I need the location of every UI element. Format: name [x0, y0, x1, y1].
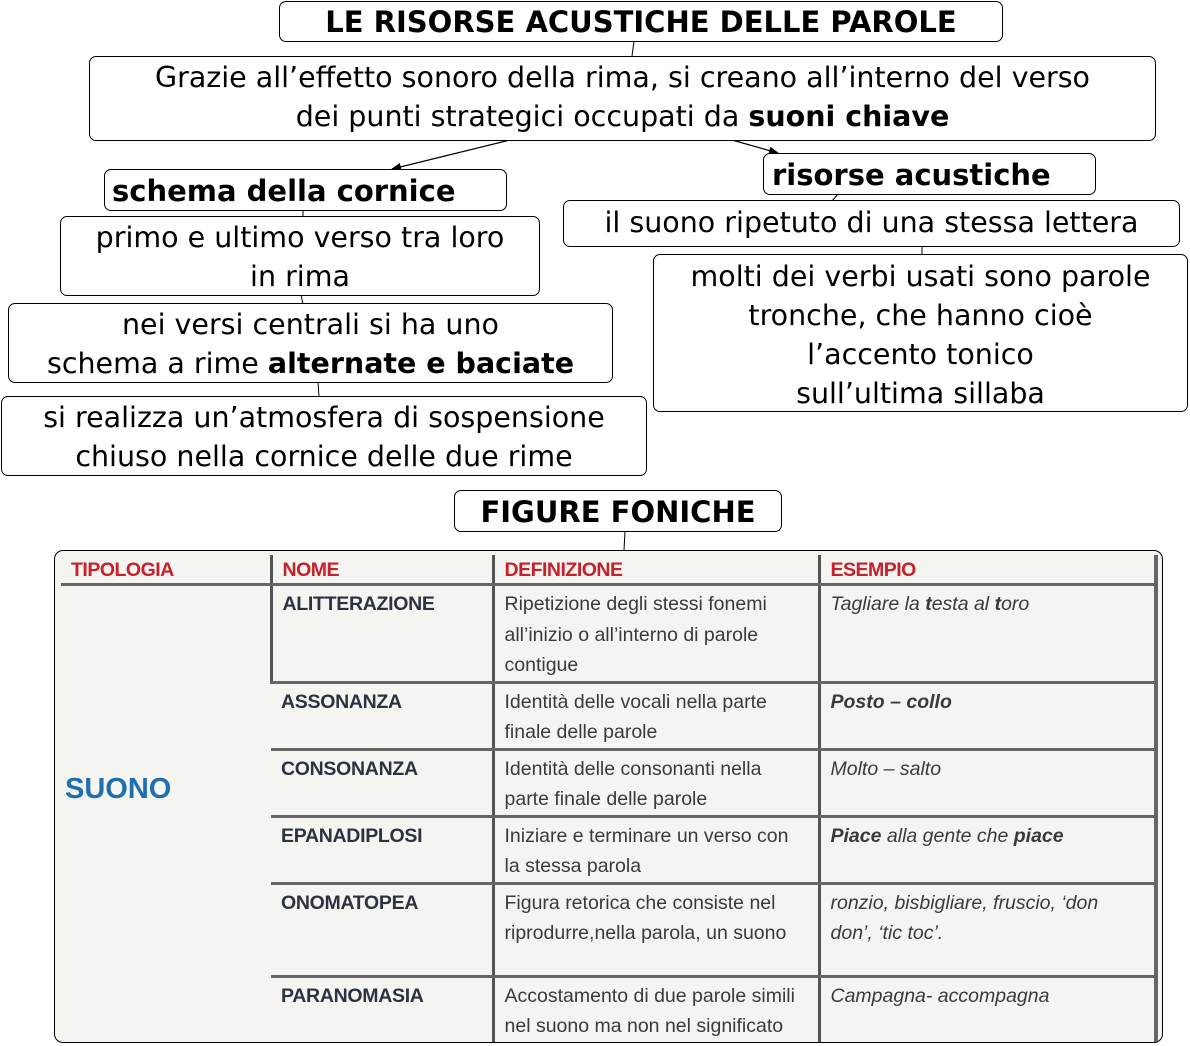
nome-cell: ASSONANZA	[271, 682, 493, 749]
esempio-cell: Molto – salto	[819, 749, 1156, 816]
risorse-node-2-line1: molti dei verbi usati sono parole	[690, 260, 1151, 293]
risorse-node-1-text: il suono ripetuto di una stessa lettera	[604, 206, 1139, 239]
intro-line2	[90, 97, 1155, 136]
definizione-cell: Figura retorica che consiste nel riprodurre,nella parola, un suono	[493, 883, 819, 976]
nome-cell: ONOMATOPEA	[271, 883, 493, 976]
header-esempio: ESEMPIO	[819, 555, 1156, 585]
definizione-cell: Identità delle consonanti nella parte finale delle parole	[493, 749, 819, 816]
connector-title-intro	[632, 41, 634, 56]
cornice-node-2-keyword: alternate e baciate	[267, 347, 575, 380]
intro-line1: Grazie all’effetto sonoro della rima, si creano all’interno del verso	[155, 61, 1090, 94]
cornice-node-1-line2: in rima	[250, 260, 350, 293]
nome-cell: PARANOMASIA	[281, 984, 424, 1007]
cornice-node-3	[1, 396, 647, 476]
figure-foniche-table-node	[54, 550, 1163, 1043]
table-header-row	[61, 555, 1156, 585]
definizione-cell: Iniziare e terminare un verso con la stessa parola	[493, 816, 819, 883]
figure-foniche-table	[61, 555, 1158, 1043]
figure-foniche-text: FIGURE FONICHE	[480, 495, 756, 529]
title-node	[279, 1, 1003, 42]
definizione-cell: Ripetizione degli stessi fonemi all’inizio o all’interno di parole contigue	[493, 585, 819, 683]
header-nome: NOME	[271, 555, 493, 585]
cornice-node-1	[60, 216, 540, 296]
tipologia-cell: SUONO	[65, 772, 172, 805]
risorse-node-2-line3: l’accento tonico	[807, 338, 1034, 371]
risorse-heading-node	[763, 153, 1096, 195]
arrow-intro-to-cornice	[392, 140, 510, 169]
intro-node	[89, 56, 1156, 141]
risorse-node-2	[653, 254, 1188, 412]
nome-cell: CONSONANZA	[271, 749, 493, 816]
cornice-node-2	[8, 303, 613, 383]
definizione-cell: Identità delle vocali nella parte finale delle parole	[493, 682, 819, 749]
header-tipologia: TIPOLOGIA	[61, 555, 271, 585]
connector-figure-table	[624, 531, 625, 550]
cornice-node-3-line1: si realizza un’atmosfera di sospensione	[43, 401, 605, 434]
intro-keyword: suoni chiave	[748, 100, 950, 133]
figure-foniche-node	[454, 490, 782, 532]
arrow-intro-to-risorse	[732, 140, 778, 153]
cornice-node-2-line2	[9, 344, 612, 383]
esempio-cell: Tagliare la testa al toro	[819, 585, 1156, 683]
esempio-cell: Posto – collo	[819, 682, 1156, 749]
cornice-node-2-line1: nei versi centrali si ha uno	[121, 308, 499, 341]
risorse-node-2-line2: tronche, che hanno cioè	[748, 299, 1093, 332]
esempio-cell: ronzio, bisbigliare, fruscio, ‘don don’, ‘tic toc’.	[819, 883, 1156, 976]
risorse-heading-text: risorse acustiche	[772, 158, 1051, 192]
cornice-node-1-line1: primo e ultimo verso tra loro	[95, 221, 505, 254]
table-row	[61, 585, 1156, 683]
nome-cell: EPANADIPLOSI	[271, 816, 493, 883]
cornice-node-2-line2-text: schema a rime	[46, 347, 268, 380]
title-text: LE RISORSE ACUSTICHE DELLE PAROLE	[325, 5, 957, 39]
esempio-cell: Campagna- accompagna	[819, 976, 1156, 1043]
cornice-heading-node	[104, 169, 507, 211]
risorse-node-2-line4: sull’ultima sillaba	[796, 377, 1045, 410]
nome-cell: ALITTERAZIONE	[271, 585, 493, 683]
esempio-cell: Piace alla gente che piace	[819, 816, 1156, 883]
risorse-node-1	[563, 200, 1180, 247]
connector-node2-node3	[318, 382, 319, 397]
definizione-cell: Accostamento di due parole simili nel suono ma non nel significato	[493, 976, 819, 1043]
cornice-node-3-line2: chiuso nella cornice delle due rime	[75, 440, 573, 473]
intro-line2-text: dei punti strategici occupati da	[295, 100, 749, 133]
header-definizione: DEFINIZIONE	[493, 555, 819, 585]
cornice-heading-text: schema della cornice	[112, 174, 456, 208]
